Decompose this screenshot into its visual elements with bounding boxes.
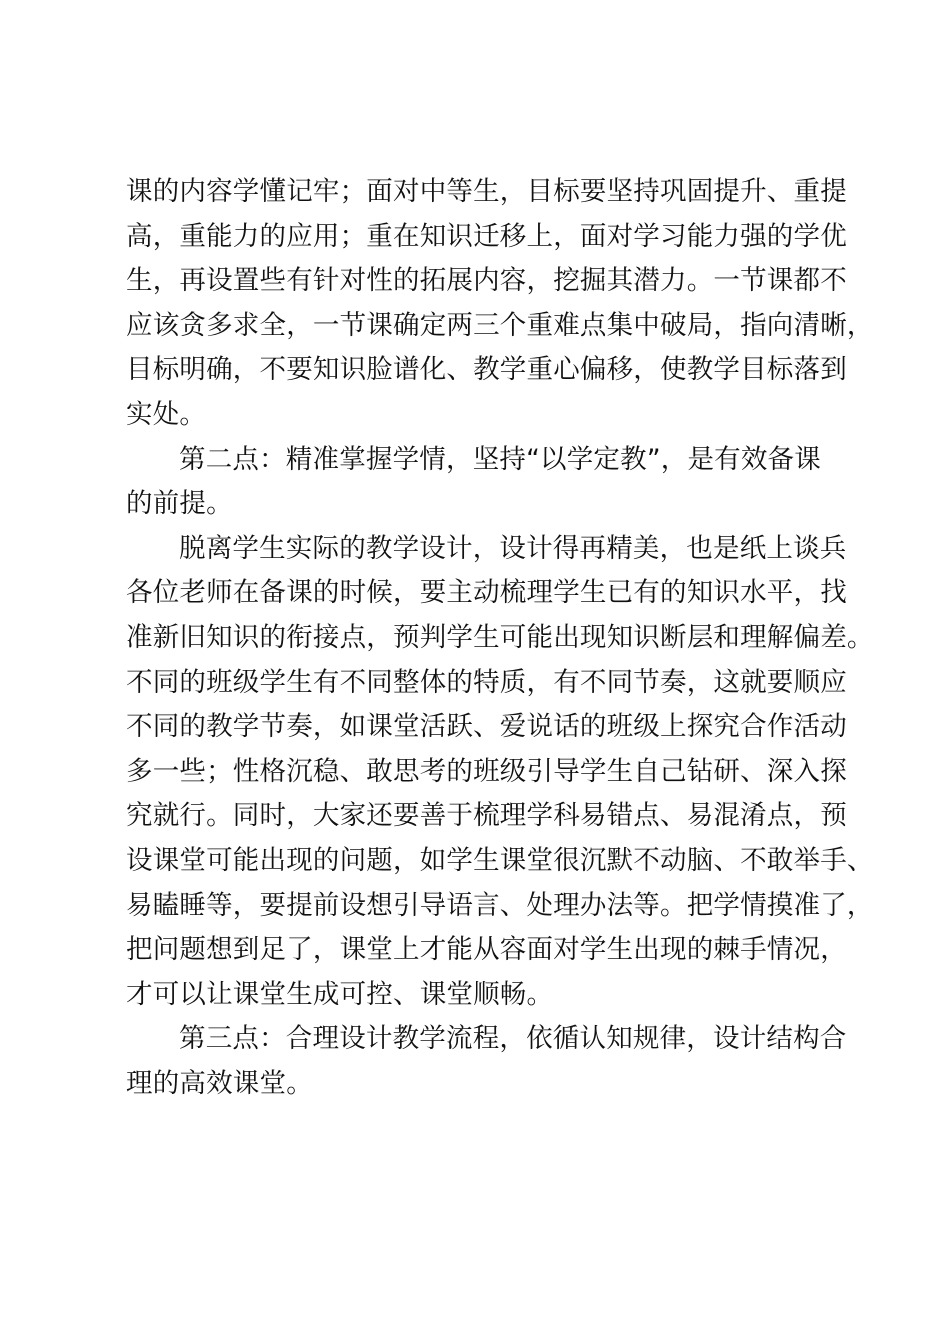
text-line: 把问题想到足了，课堂上才能从容面对学生出现的棘手情况，: [126, 934, 847, 966]
paragraph-first-line: 脱离学生实际的教学设计，设计得再精美，也是纸上谈兵: [179, 532, 847, 564]
text-line: 不同的班级学生有不同整体的特质，有不同节奏，这就要顺应: [126, 666, 847, 698]
text-line: 高，重能力的应用；重在知识迁移上，面对学习能力强的学优: [126, 220, 847, 252]
section-heading-line: 的前提。: [126, 488, 233, 520]
text-line: 才可以让课堂生成可控、课堂顺畅。: [126, 978, 554, 1010]
text-line: 课的内容学懂记牢；面对中等生，目标要坚持巩固提升、重提: [126, 176, 847, 207]
section-heading-line: 第二点：精准掌握学情，坚持“以学定教”，是有效备课: [179, 443, 821, 475]
text-line: 应该贪多求全，一节课确定两三个重难点集中破局，指向清晰，: [126, 309, 874, 341]
text-line: 究就行。同时，大家还要善于梳理学科易错点、易混淆点，预: [126, 800, 847, 832]
text-line: 目标明确，不要知识脸谱化、教学重心偏移，使教学目标落到: [126, 354, 847, 386]
text-line: 不同的教学节奏，如课堂活跃、爱说话的班级上探究合作活动: [126, 711, 847, 743]
text-line: 实处。: [126, 398, 207, 430]
text-line: 易瞌睡等，要提前设想引导语言、处理办法等。把学情摸准了，: [126, 889, 874, 921]
text-line: 多一些；性格沉稳、敢思考的班级引导学生自己钻研、深入探: [126, 755, 847, 787]
text-line: 设课堂可能出现的问题，如学生课堂很沉默不动脑、不敢举手、: [126, 844, 874, 876]
text-line: 生，再设置些有针对性的拓展内容，挖掘其潜力。一节课都不: [126, 265, 847, 297]
text-line: 准新旧知识的衔接点，预判学生可能出现知识断层和理解偏差。: [126, 621, 874, 653]
body-text: [126, 170, 874, 1106]
text-line: 各位老师在备课的时候，要主动梳理学生已有的知识水平，找: [126, 577, 847, 609]
section-heading-line: 第三点：合理设计教学流程，依循认知规律，设计结构合: [179, 1023, 847, 1055]
section-heading-line: 理的高效课堂。: [126, 1067, 313, 1099]
